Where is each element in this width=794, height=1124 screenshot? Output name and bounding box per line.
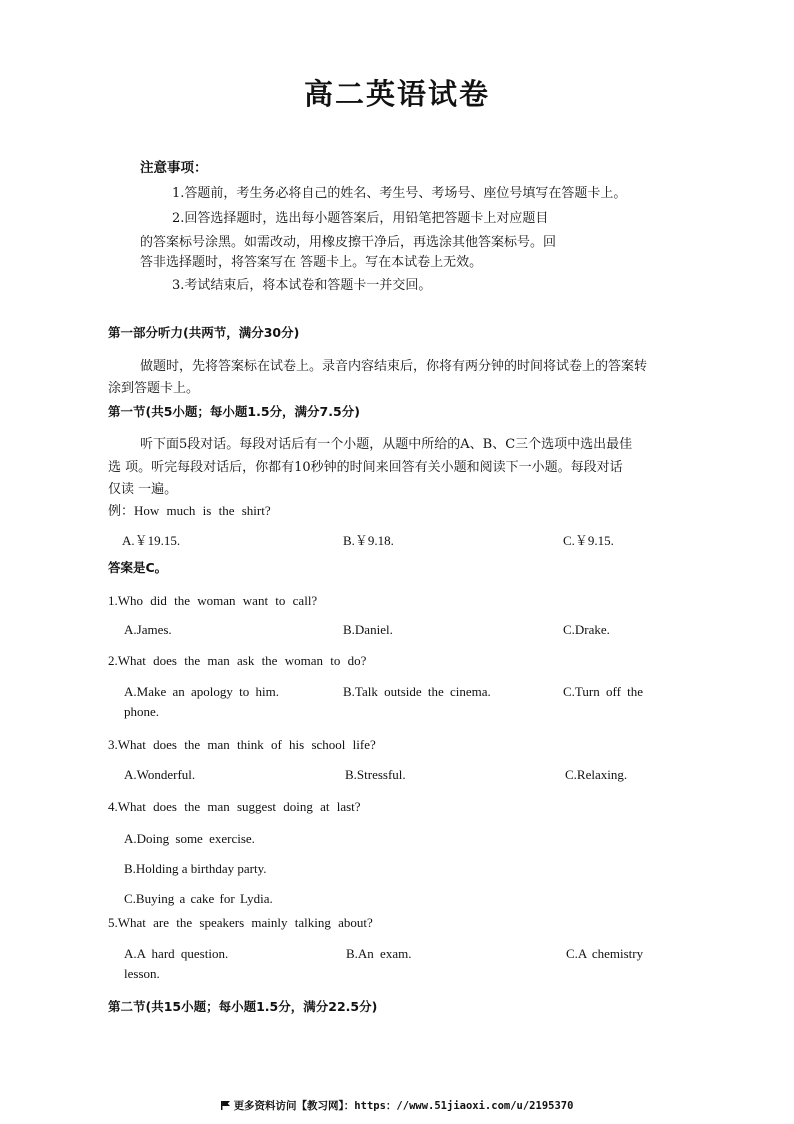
question-5-option-c-continued: lesson. [124,966,160,981]
question-3-option-c: C.Relaxing. [565,767,628,782]
example-option-b: B.￥9.18. [343,533,394,548]
footer [0,1098,794,1113]
section1-heading: 第一节(共5小题；每小题1.5分，满分7.5分) [108,404,360,419]
question-1-option-c: C.Drake. [563,622,610,637]
notice-item-3: 3.考试结束后，将本试卷和答题卡一并交回。 [172,278,432,293]
question-3-option-a: A.Wonderful. [124,767,196,782]
section1-intro-line-1: 听下面5段对话。每段对话后有一个小题，从题中所给的A、B、C三个选项中选出最佳 [140,437,633,452]
question-2-option-c-continued: phone. [124,704,160,719]
question-3-option-b: B.Stressful. [345,767,406,782]
question-3: 3.What does the man think of his school life? [108,737,376,752]
notice-item-1: 1.答题前，考生务必将自己的姓名、考生号、考场号、座位号填写在答题卡上。 [172,186,627,201]
section1-intro-line-3: 仅读 一遍。 [108,482,178,497]
question-5-option-b: B.An exam. [346,946,412,961]
example-option-a: A.￥19.15. [122,533,181,548]
question-4-option-a: A.Doing some exercise. [124,831,255,846]
question-1: 1.Who did the woman want to call? [108,593,318,608]
example-answer: 答案是C。 [108,560,168,575]
question-5: 5.What are the speakers mainly talking about? [108,915,373,930]
question-2-option-c: C.Turn off the [563,684,644,699]
section1-intro-line-2: 选 项。听完每段对话后，你都有10秒钟的时间来回答有关小题和阅读下一小题。每段对话 [108,460,623,475]
page-title: 高二英语试卷 [303,77,490,111]
question-2-option-a: A.Make an apology to him. [124,684,279,699]
question-1-option-b: B.Daniel. [343,622,393,637]
question-4-option-b: B.Holding a birthday party. [124,861,267,876]
question-1-option-a: A.James. [124,622,172,637]
notice-item-2-line-1: 2.回答选择题时，选出每小题答案后，用铅笔把答题卡上对应题目 [172,211,549,226]
footer-link[interactable]: 更多资料访问【教习网】：https：//www.51jiaoxi.com/u/2195370 [233,1100,574,1112]
example-option-c: C.￥9.15. [563,533,614,548]
question-2-option-b: B.Talk outside the cinema. [343,684,491,699]
question-5-option-a: A.A hard question. [124,946,229,961]
question-4: 4.What does the man suggest doing at last? [108,799,361,814]
question-4-option-c: C.Buying a cake for Lydia. [124,891,273,906]
part1-heading: 第一部分听力(共两节，满分30分) [108,325,300,340]
question-2: 2.What does the man ask the woman to do? [108,653,367,668]
notice-heading: 注意事项： [140,160,208,176]
section2-heading: 第二节(共15小题；每小题1.5分，满分22.5分) [108,999,378,1014]
question-5-option-c: C.A chemistry [566,946,644,961]
part1-intro-line-1: 做题时，先将答案标在试卷上。录音内容结束后，你将有两分钟的时间将试卷上的答案转 [140,359,648,374]
flag-icon [221,1101,230,1110]
part1-intro-line-2: 涂到答题卡上。 [108,381,200,396]
example-question: 例：How much is the shirt? [108,503,271,518]
notice-item-2-line-3: 答非选择题时，将答案写在 答题卡上。写在本试卷上无效。 [140,255,483,270]
notice-item-2-line-2: 的答案标号涂黑。如需改动，用橡皮擦干净后，再选涂其他答案标号。回 [140,235,557,250]
